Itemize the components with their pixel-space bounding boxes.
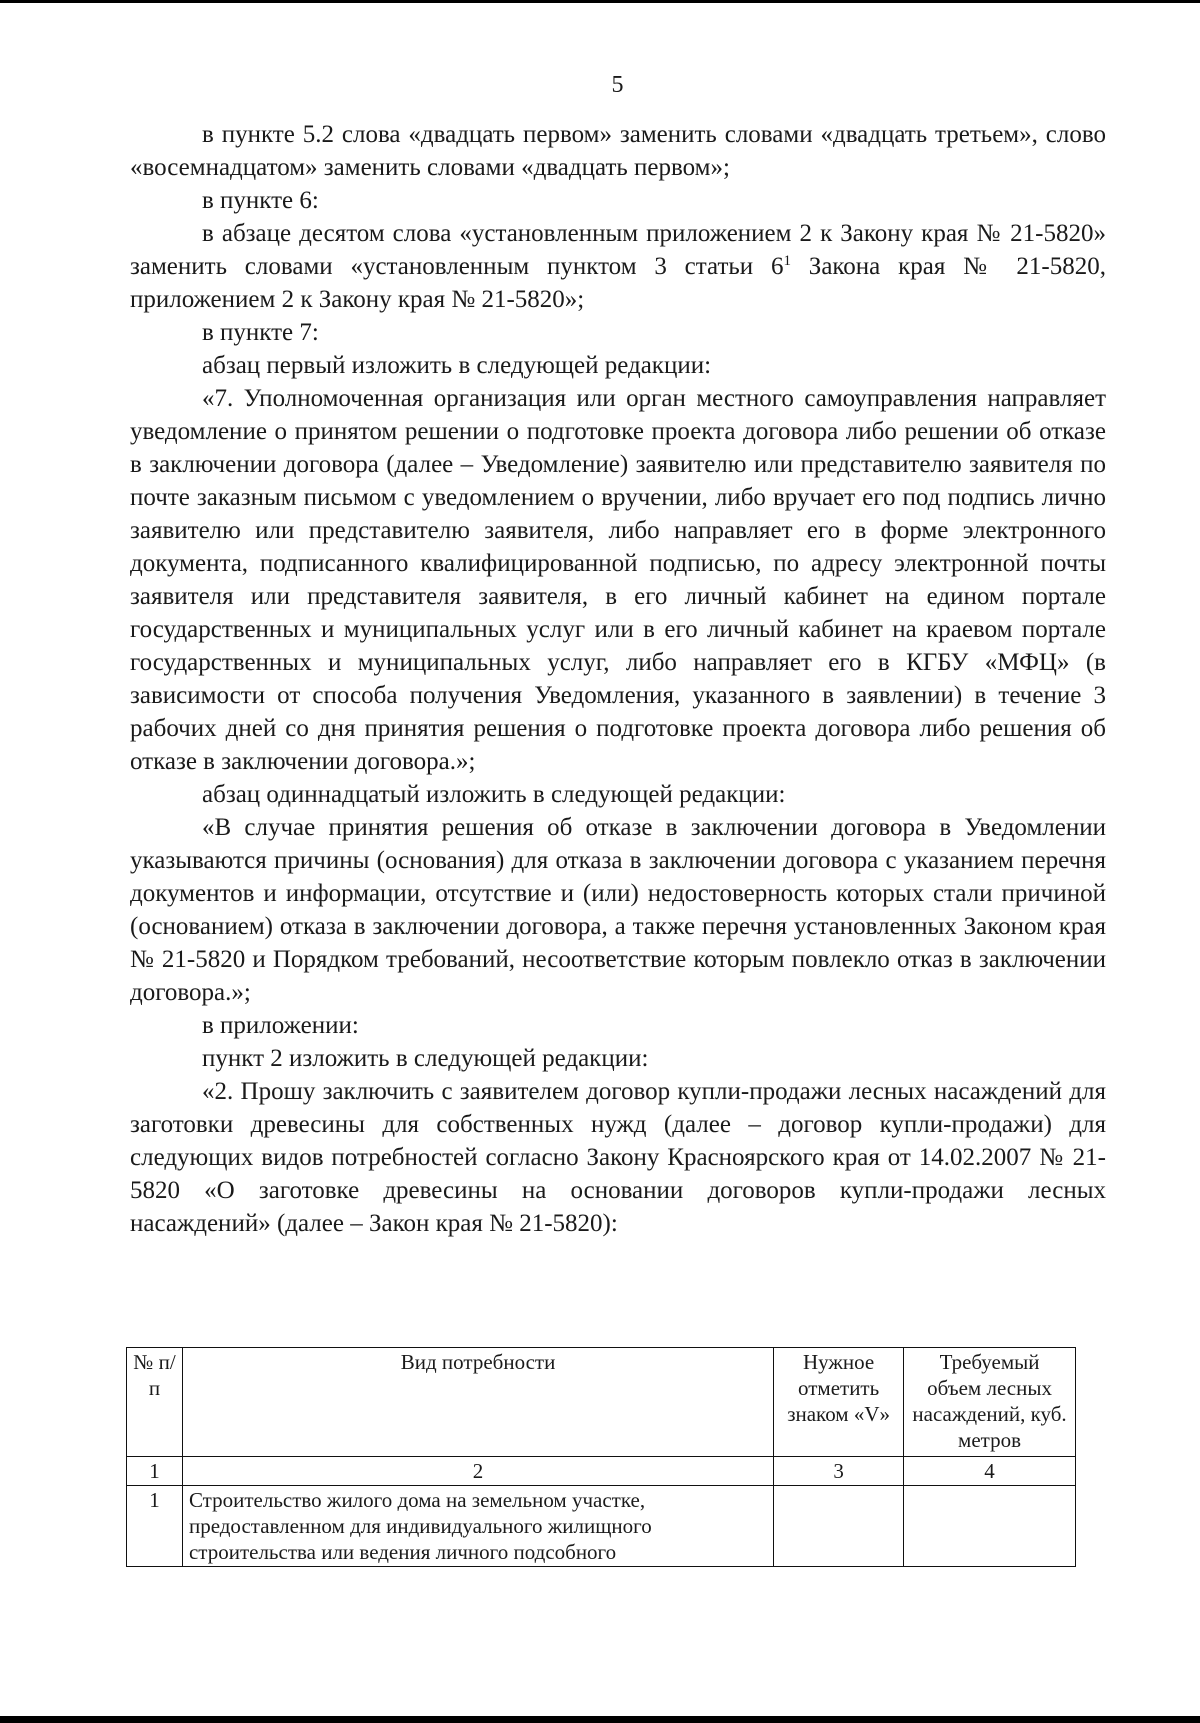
- paragraph-item-7-text: «7. Уполномоченная организация или орган местного самоуправления направляет уведомление о принятом решении о подготовке проекта договора либо решении об отказе в заключении договора (далее – Уведомление) заявителю или представителю заявителя по почте заказным письмом с уведомлением о вручении, либо вручает его под подпись лично заявителю или представителю заявителя, либо направляет его в форме электронного документа, подписанного квалифицированной подписью, по адресу электронной почты заявителя или представителя заявителя, в его личный кабинет на едином портале государственных и муниципальных услуг или в его личный кабинет на краевом портале государственных и муниципальных услуг, либо направляет его в КГБУ «МФЦ» (в зависимости от способа получения Уведомления, указанного в заявлении) в течение 3 рабочих дней со дня принятия решения о подготовке проекта договора либо решения об отказе в заключении договора.»;: [130, 385, 1106, 775]
- column-number: 3: [774, 1457, 904, 1486]
- scan-top-edge: [0, 0, 1200, 3]
- row-need-description: Строительство жилого дома на земельном участке, предоставленном для индивидуального жилищного строительства или ведения личного подсобного: [182, 1486, 773, 1567]
- column-number: 2: [182, 1457, 773, 1486]
- paragraph-text: в абзаце десятом слова «установленным приложением 2 к Закону края № 21-5820» заменить словами «установленным пунктом 3 статьи 6: [130, 220, 1106, 280]
- paragraph-item-7: в пункте 7:: [202, 319, 319, 346]
- page-number: 5: [611, 72, 624, 98]
- column-number: 4: [904, 1457, 1076, 1486]
- header-mark: Нужное отметить знаком «V»: [774, 1348, 904, 1457]
- header-need-type: Вид потребности: [182, 1348, 773, 1457]
- scan-bottom-edge: [0, 1716, 1200, 1723]
- row-number: 1: [127, 1486, 183, 1567]
- header-volume: Требуемый объем лесных насаждений, куб. метров: [904, 1348, 1076, 1457]
- document-body: [130, 118, 1106, 1240]
- table-column-numbers-row: [127, 1457, 1076, 1486]
- paragraph-item-6: в пункте 6:: [202, 187, 319, 214]
- row-volume-cell[interactable]: [904, 1486, 1076, 1567]
- header-number: № п/п: [127, 1348, 183, 1457]
- table-row: [127, 1486, 1076, 1567]
- row-mark-cell[interactable]: [774, 1486, 904, 1567]
- paragraph-item-2-intro: пункт 2 изложить в следующей редакции:: [202, 1045, 649, 1072]
- paragraph-item-2-text: «2. Прошу заключить с заявителем договор купли-продажи лесных насаждений для заготовки древесины для собственных нужд (далее – договор купли-продажи) для следующих видов потребностей согласно Закону Красноярского края от 14.02.2007 № 21-5820 «О заготовке древесины на основании договоров купли-продажи лесных насаждений» (далее – Закон края № 21-5820):: [130, 1078, 1106, 1237]
- paragraph-eleventh-abzac-intro: абзац одиннадцатый изложить в следующей редакции:: [202, 781, 786, 808]
- paragraph-tenth-abzac: [130, 217, 1106, 316]
- paragraph-refusal-text: «В случае принятия решения об отказе в заключении договора в Уведомлении указываются причины (основания) для отказа в заключении договора с указанием перечня документов и информации, отсутствие и (или) недостоверность которых стали причиной (основанием) отказа в заключении договора, а также перечня установленных Законом края № 21-5820 и Порядком требований, несоответствие которым повлекло отказ в заключении договора.»;: [130, 814, 1106, 1006]
- needs-table: [126, 1347, 1076, 1567]
- column-number: 1: [127, 1457, 183, 1486]
- superscript: 1: [783, 253, 791, 269]
- paragraph-text: Закона края № 21-5820, приложением 2 к Закону края № 21-5820»;: [130, 253, 1106, 313]
- paragraph-item-5-2: в пункте 5.2 слова «двадцать первом» заменить словами «двадцать третьем», слово «восемнадцатом» заменить словами «двадцать первом»;: [130, 121, 1106, 181]
- paragraph-first-abzac-intro: абзац первый изложить в следующей редакции:: [202, 352, 712, 379]
- table-header-row: [127, 1348, 1076, 1457]
- paragraph-appendix: в приложении:: [202, 1012, 359, 1039]
